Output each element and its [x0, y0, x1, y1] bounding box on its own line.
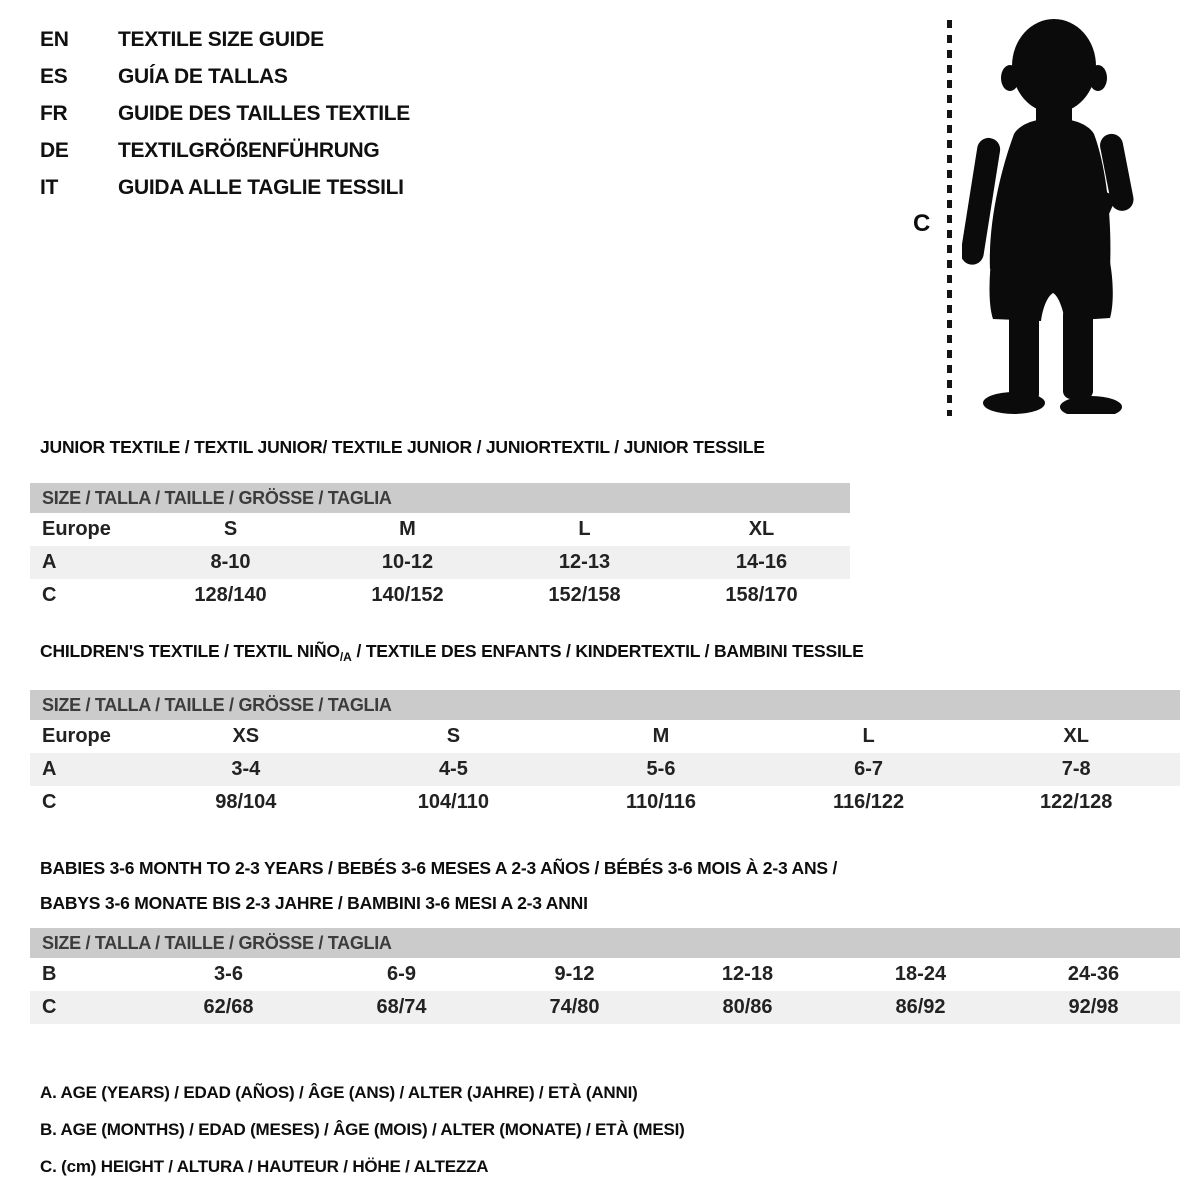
size-cell: XL: [1063, 725, 1089, 747]
toddler-silhouette: [962, 14, 1138, 414]
size-header-bar: SIZE / TALLA / TAILLE / GRÖSSE / TAGLIA: [30, 483, 850, 513]
table-row-height: [30, 579, 850, 612]
row-label: C: [42, 791, 57, 813]
language-row-en: [40, 27, 410, 52]
height-cell: 86/92: [895, 996, 946, 1018]
size-cell: XL: [748, 518, 775, 540]
table-row-europe: [30, 720, 1180, 753]
footnote-age-months: B. AGE (MONTHS) / EDAD (MESES) / ÂGE (MOIS) / ALTER (MONATE) / ETÀ (MESI): [40, 1120, 685, 1139]
age-cell: 7-8: [1061, 758, 1091, 780]
months-cell: 24-36: [1067, 963, 1120, 985]
age-cell: 12-13: [558, 551, 611, 573]
footnote-age-years: A. AGE (YEARS) / EDAD (AÑOS) / ÂGE (ANS) / ALTER (JAHRE) / ETÀ (ANNI): [40, 1083, 638, 1102]
language-row-it: [40, 175, 410, 200]
language-code: DE: [40, 139, 69, 162]
children-heading-post: / TEXTILE DES ENFANTS / KINDERTEXTIL / BAMBINI TESSILE: [351, 641, 864, 661]
language-title: TEXTILE SIZE GUIDE: [118, 28, 324, 51]
table-row-height: [30, 786, 1180, 819]
language-title: GUÍA DE TALLAS: [118, 65, 288, 88]
children-size-table: [30, 690, 1180, 819]
age-cell: 3-4: [231, 758, 261, 780]
size-cell: L: [862, 725, 875, 747]
row-label: C: [42, 584, 57, 606]
size-header-bar: SIZE / TALLA / TAILLE / GRÖSSE / TAGLIA: [30, 928, 1180, 958]
height-cell: 110/116: [625, 791, 697, 813]
height-measure-label: C: [913, 210, 931, 237]
height-cell: 104/110: [417, 791, 489, 813]
size-header-bar: SIZE / TALLA / TAILLE / GRÖSSE / TAGLIA: [30, 690, 1180, 720]
babies-section-heading: [40, 851, 837, 921]
height-cell: 140/152: [371, 584, 444, 606]
table-row-age: [30, 753, 1180, 786]
children-section-heading: [40, 641, 864, 667]
language-title: TEXTILGRÖßENFÜHRUNG: [118, 139, 380, 162]
language-code: EN: [40, 28, 69, 51]
size-cell: L: [578, 518, 591, 540]
table-row-height: [30, 991, 1180, 1024]
language-code: IT: [40, 176, 59, 199]
row-label: Europe: [42, 725, 111, 747]
height-measure-dashed-line: [947, 20, 952, 416]
language-row-de: [40, 138, 410, 163]
language-title: GUIDA ALLE TAGLIE TESSILI: [118, 176, 404, 199]
height-cell: 80/86: [722, 996, 773, 1018]
row-label: Europe: [42, 518, 111, 540]
size-cell: M: [399, 518, 416, 540]
height-cell: 68/74: [376, 996, 427, 1018]
row-label: A: [42, 758, 57, 780]
table-row-age: [30, 546, 850, 579]
height-cell: 158/170: [725, 584, 798, 606]
size-cell: M: [652, 725, 670, 747]
children-heading-sub: /A: [339, 650, 352, 664]
row-label: C: [42, 996, 57, 1018]
height-cell: 98/104: [215, 791, 277, 813]
months-cell: 9-12: [554, 963, 595, 985]
children-heading-pre: CHILDREN'S TEXTILE / TEXTIL NIÑO: [40, 641, 340, 661]
size-cell: S: [223, 518, 238, 540]
language-title: GUIDE DES TAILLES TEXTILE: [118, 102, 410, 125]
footnote-height-cm: C. (cm) HEIGHT / ALTURA / HAUTEUR / HÖHE / ALTEZZA: [40, 1157, 489, 1176]
babies-heading-line2: BABYS 3-6 MONATE BIS 2-3 JAHRE / BAMBINI 3-6 MESI A 2-3 ANNI: [40, 893, 588, 913]
age-cell: 6-7: [854, 758, 884, 780]
language-code: ES: [40, 65, 68, 88]
babies-size-table: [30, 928, 1180, 1024]
table-row-months: [30, 958, 1180, 991]
age-cell: 4-5: [438, 758, 468, 780]
language-legend: [40, 27, 410, 200]
junior-section-heading: JUNIOR TEXTILE / TEXTIL JUNIOR/ TEXTILE JUNIOR / JUNIORTEXTIL / JUNIOR TESSILE: [40, 437, 765, 457]
height-cell: 116/122: [832, 791, 905, 813]
height-cell: 74/80: [549, 996, 600, 1018]
language-code: FR: [40, 102, 68, 125]
babies-heading-line1: BABIES 3-6 MONTH TO 2-3 YEARS / BEBÉS 3-6 MESES A 2-3 AÑOS / BÉBÉS 3-6 MOIS À 2-3 ANS /: [40, 858, 838, 878]
legend-footnotes: [40, 1074, 685, 1185]
height-cell: 128/140: [194, 584, 267, 606]
height-cell: 152/158: [548, 584, 621, 606]
row-label: A: [42, 551, 57, 573]
row-label: B: [42, 963, 57, 985]
size-cell: XS: [232, 725, 260, 747]
months-cell: 12-18: [721, 963, 774, 985]
junior-size-table: [30, 483, 850, 612]
language-row-fr: [40, 101, 410, 126]
height-cell: 92/98: [1068, 996, 1119, 1018]
age-cell: 10-12: [381, 551, 434, 573]
height-cell: 122/128: [1040, 791, 1113, 813]
table-row-europe: [30, 513, 850, 546]
months-cell: 6-9: [387, 963, 416, 985]
age-cell: 5-6: [646, 758, 676, 780]
size-cell: S: [446, 725, 461, 747]
months-cell: 18-24: [894, 963, 947, 985]
age-cell: 14-16: [735, 551, 788, 573]
language-row-es: [40, 64, 410, 89]
age-cell: 8-10: [210, 551, 251, 573]
height-cell: 62/68: [203, 996, 254, 1018]
months-cell: 3-6: [214, 963, 243, 985]
